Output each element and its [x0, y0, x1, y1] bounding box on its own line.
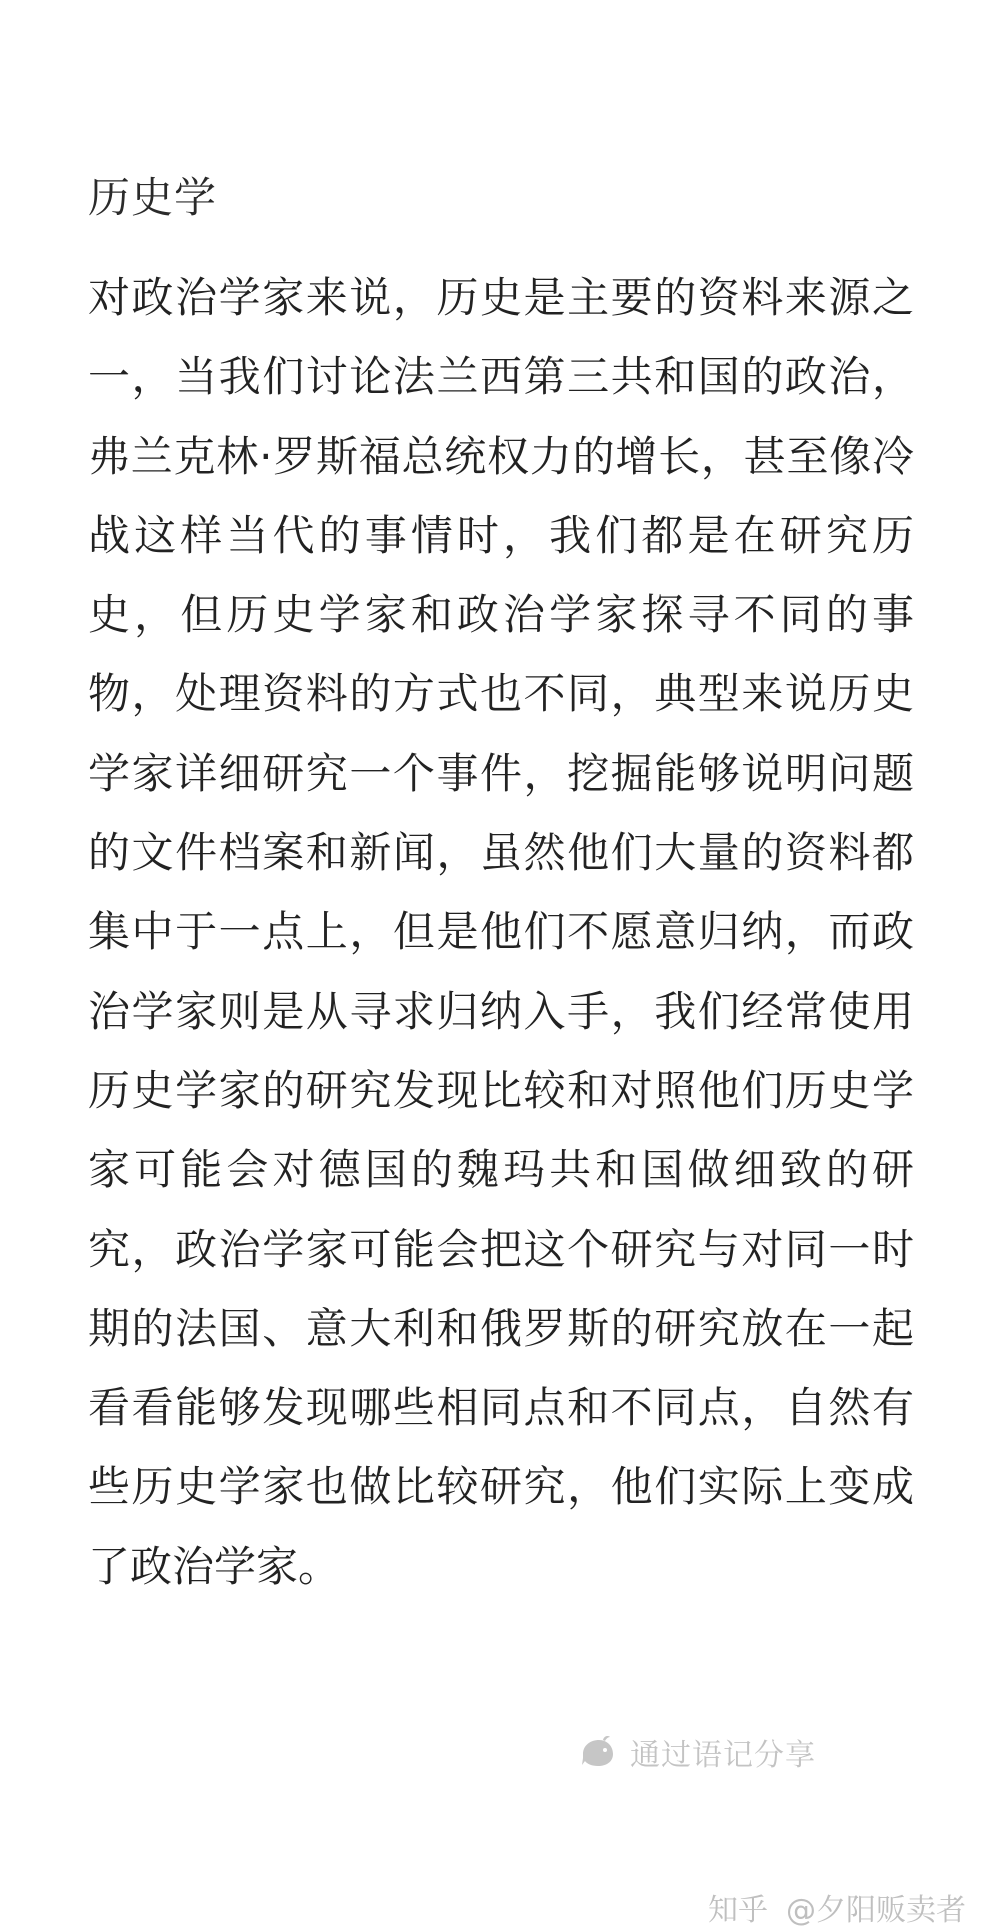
body-line: 些历史学家也做比较研究，他们实际上变成	[88, 1462, 914, 1512]
body-line: 究，政治学家可能会把这个研究与对同一时	[88, 1224, 914, 1274]
body-line: 了政治学家。	[88, 1541, 341, 1591]
share-badge	[580, 1725, 816, 1779]
body-line: 史，但历史学家和政治学家探寻不同的事	[88, 590, 914, 640]
body-line: 战这样当代的事情时，我们都是在研究历	[88, 510, 914, 560]
watermark-author: @夕阳贩卖者	[786, 1893, 966, 1928]
body-line: 家可能会对德国的魏玛共和国做细致的研	[88, 1145, 914, 1195]
share-label: 通过语记分享	[630, 1738, 816, 1773]
body-line: 的文件档案和新闻，虽然他们大量的资料都	[88, 828, 914, 878]
body-line: 物，处理资料的方式也不同，典型来说历史	[88, 669, 914, 719]
body-line: 看看能够发现哪些相同点和不同点，自然有	[88, 1383, 914, 1433]
watermark-site: 知乎	[708, 1893, 768, 1928]
body-line: 对政治学家来说，历史是主要的资料来源之	[88, 273, 914, 322]
note-body	[88, 258, 914, 1606]
body-line: 治学家则是从寻求归纳入手，我们经常使用	[88, 986, 914, 1036]
note-heading: 历史学	[88, 173, 218, 222]
body-line: 弗兰克林·罗斯福总统权力的增长，甚至像冷	[88, 431, 914, 481]
body-line: 学家详细研究一个事件，挖掘能够说明问题	[88, 748, 914, 798]
body-line: 期的法国、意大利和俄罗斯的研究放在一起	[88, 1303, 914, 1353]
body-line: 一，当我们讨论法兰西第三共和国的政治，	[88, 352, 914, 402]
body-line: 集中于一点上，但是他们不愿意归纳，而政	[88, 907, 914, 957]
zhihu-watermark	[708, 1885, 966, 1929]
whale-icon	[580, 1734, 616, 1770]
body-line: 历史学家的研究发现比较和对照他们历史学	[88, 1065, 914, 1115]
